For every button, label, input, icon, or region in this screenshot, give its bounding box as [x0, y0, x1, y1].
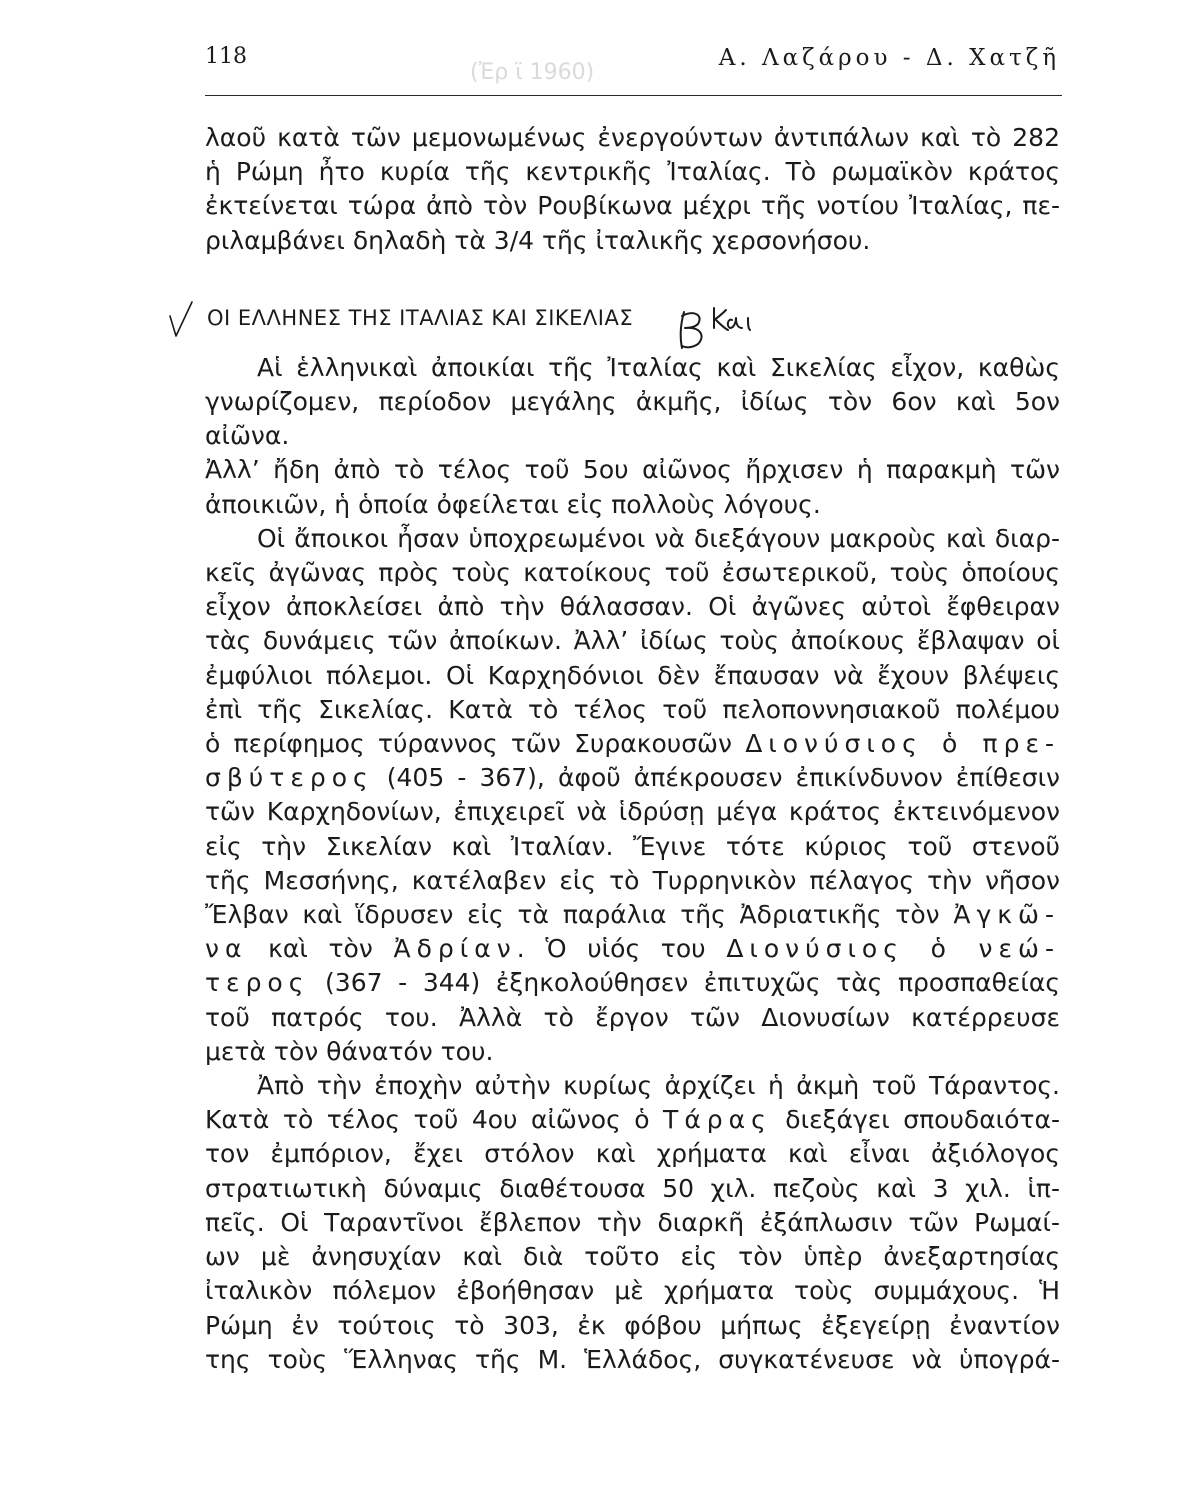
text-line: γνωρίζομεν, περίοδον μεγάλης ἀκμῆς, ἰδίως τὸν 6ον καὶ 5ον αἰῶνα. [205, 387, 1060, 451]
spaced-name: Ἀδρίαν [393, 934, 517, 964]
text-run: καὶ τὸν [247, 934, 394, 964]
text-line: Ρώμη ἐν τούτοις τὸ 303, ἐκ φόβου μήπως ἐξεγείρῃ ἐναντίον [205, 1310, 1060, 1340]
text-run: Ἔλβαν καὶ ἵδρυσεν εἰς τὰ παράλια τῆς Ἀδριατικῆς τὸν [205, 900, 954, 930]
text-line: Οἱ ἄποικοι ἦσαν ὑποχρεωμένοι νὰ διεξάγουν μακροὺς καὶ διαρ- [257, 523, 1060, 553]
check-mark-icon [166, 300, 196, 340]
text-line: ἐπὶ τῆς Σικελίας. Κατὰ τὸ τέλος τοῦ πελοποννησιακοῦ πολέμου [205, 694, 1060, 724]
spaced-name: Τάρας [663, 1105, 772, 1135]
text-line: ἀποικιῶν, ἡ ὁποία ὀφείλεται εἰς πολλοὺς λόγους. [205, 489, 821, 519]
text-run: Κατὰ τὸ τέλος τοῦ 4ου αἰῶνος ὁ [205, 1105, 664, 1135]
text-line: ων μὲ ἀνησυχίαν καὶ διὰ τοῦτο εἰς τὸν ὑπὲρ ἀνεξαρτησίας [205, 1242, 1060, 1272]
text-line: τοῦ πατρός του. Ἀλλὰ τὸ ἔργον τῶν Διονυσίων κατέρρευσε [205, 1002, 1060, 1032]
text-line: λαοῦ κατὰ τῶν μεμονωμένως ἐνεργούντων ἀντιπάλων καὶ τὸ 282 [205, 123, 1060, 152]
text-line: Ἀλλ’ ἤδη ἀπὸ τὸ τέλος τοῦ 5ου αἰῶνος ἤρχισεν ἡ παρακμὴ τῶν [205, 455, 1060, 485]
spaced-name: Ἀγκῶ- [953, 900, 1060, 930]
text-line [205, 761, 1060, 795]
paragraph-2 [205, 351, 1060, 522]
text-line: ἡ Ρώμη ἦτο κυρία τῆς κεντρικῆς Ἰταλίας. Τὸ ρωμαϊκὸν κράτος [205, 157, 1060, 187]
text-line: ριλαμβάνει δηλαδὴ τὰ 3/4 τῆς ἰταλικῆς χερσονήσου. [205, 225, 871, 255]
text-line: κεῖς ἀγῶνας πρὸς τοὺς κατοίκους τοῦ ἐσωτερικοῦ, τοὺς ὁποίους [205, 558, 1060, 588]
text-run: διεξάγει σπουδαιότα- [771, 1105, 1060, 1135]
text-run: . Ὁ υἱός του [516, 934, 727, 964]
text-line: ἰταλικὸν πόλεμον ἐβοήθησαν μὲ χρήματα τοὺς συμμάχους. Ἡ [205, 1276, 1060, 1306]
spaced-name: Διονύσιος ὁ νεώ- [726, 934, 1060, 964]
text-line: μετὰ τὸν θάνατόν του. [205, 1036, 494, 1066]
text-line [205, 898, 1060, 932]
text-line: ἐκτείνεται τώρα ἀπὸ τὸν Ρουβίκωνα μέχρι τῆς νοτίου Ἰταλίας, πε- [205, 191, 1060, 221]
text-line [205, 1103, 1060, 1137]
text-run: (405 - 367), ἀφοῦ ἀπέκρουσεν ἐπικίνδυνον ἐπίθεσιν [373, 763, 1060, 793]
text-line: τῆς Μεσσήνης, κατέλαβεν εἰς τὸ Τυρρηνικὸν πέλαγος τὴν νῆσον [205, 865, 1060, 895]
paragraph-1 [205, 121, 1060, 258]
text-line: Αἱ ἑλληνικαὶ ἀποικίαι τῆς Ἰταλίας καὶ Σικελίας εἶχον, καθὼς [257, 352, 1060, 382]
page-number: 118 [205, 44, 247, 69]
paragraph-4 [205, 1069, 1060, 1377]
text-line: πεῖς. Οἱ Ταραντῖνοι ἔβλεπον τὴν διαρκῆ ἐξάπλωσιν τῶν Ρωμαί- [205, 1207, 1060, 1237]
text-line [205, 727, 1060, 761]
text-line: στρατιωτικὴ δύναμις διαθέτουσα 50 χιλ. πεζοὺς καὶ 3 χιλ. ἱπ- [205, 1173, 1060, 1203]
text-line [205, 932, 1060, 966]
text-line: της τοὺς Ἕλληνας τῆς Μ. Ἑλλάδος, συγκατένευσε νὰ ὑπογρά- [205, 1344, 1060, 1374]
header-rule [205, 95, 1062, 96]
text-line [205, 966, 1060, 1000]
spaced-name: Διονύσιος ὁ πρε- [745, 729, 1061, 759]
running-head: Α. Λαζάρου - Δ. Χατζῆ [718, 45, 1060, 71]
spaced-name: να [205, 934, 248, 964]
section-heading: ΟΙ ΕΛΛΗΝΕΣ ΤΗΣ ΙΤΑΛΙΑΣ ΚΑΙ ΣΙΚΕΛΙΑΣ [207, 306, 634, 330]
text-line: εἰς τὴν Σικελίαν καὶ Ἰταλίαν. Ἔγινε τότε κύριος τοῦ στενοῦ [205, 831, 1060, 861]
text-line: τῶν Καρχηδονίων, ἐπιχειρεῖ νὰ ἱδρύσῃ μέγα κράτος ἐκτεινόμενον [205, 797, 1060, 827]
text-line: τον ἐμπόριον, ἔχει στόλον καὶ χρήματα καὶ εἶναι ἀξιόλογος [205, 1139, 1060, 1169]
text-line: τὰς δυνάμεις τῶν ἀποίκων. Ἀλλ’ ἰδίως τοὺς ἀποίκους ἔβλαψαν οἱ [205, 626, 1060, 656]
spaced-name: τερος [205, 968, 310, 998]
text-line: ἐμφύλιοι πόλεμοι. Οἱ Καρχηδόνιοι δὲν ἔπαυσαν νὰ ἔχουν βλέψεις [205, 660, 1060, 690]
heading-spacer [205, 258, 1060, 351]
bleed-through-decoration: (Ἐρ ϊ 1960) [470, 60, 595, 85]
text-line: Ἀπὸ τὴν ἐποχὴν αὐτὴν κυρίως ἀρχίζει ἡ ἀκμὴ τοῦ Τάραντος. [257, 1071, 1060, 1101]
paragraph-3 [205, 522, 1060, 1069]
spaced-name: σβύτερος [205, 763, 374, 793]
text-line: εἶχον ἀποκλείσει ἀπὸ τὴν θάλασσαν. Οἱ ἀγῶνες αὐτοὶ ἔφθειραν [205, 592, 1060, 622]
handwritten-annotation-icon [670, 296, 790, 352]
text-run: (367 - 344) ἐξηκολούθησεν ἐπιτυχῶς τὰς προσπαθείας [309, 968, 1060, 998]
text-run: ὁ περίφημος τύραννος τῶν Συρακουσῶν [205, 729, 746, 759]
